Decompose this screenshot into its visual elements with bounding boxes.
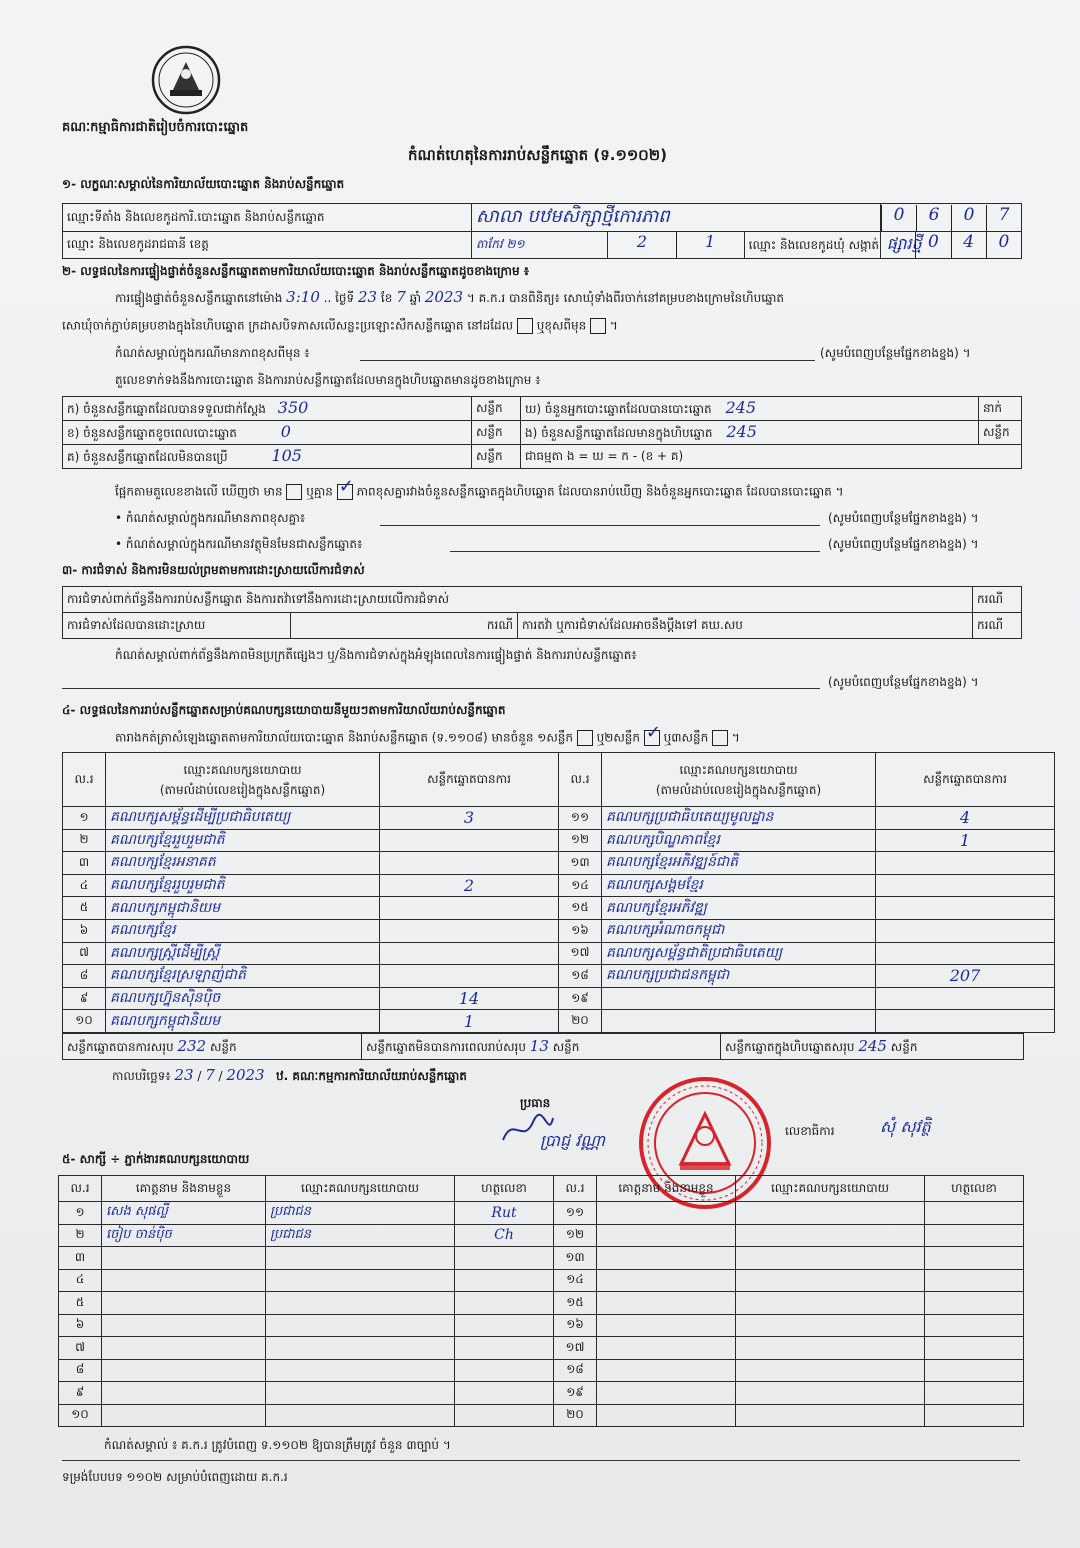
committee-name: គណៈកម្មាធិការជាតិរៀបចំការបោះឆ្នោត: [62, 120, 249, 135]
voters-label: ឃ) ចំនួនអ្នកបោះឆ្នោតដែលបានបោះឆ្នោត: [525, 402, 712, 416]
right-party-votes: [876, 897, 1055, 920]
bullet2-fill: (សូមបំពេញបន្ថែមផ្នែកខាងខ្នង) ។: [828, 537, 979, 551]
votes-col-no-right: ល.រ: [559, 753, 602, 807]
left-row-no: ៤: [63, 874, 106, 897]
right-row-no: ១៩: [559, 987, 602, 1010]
location-value: សាលា បឋមសិក្សាថ្មីកោរភាព: [472, 204, 881, 232]
right-row-no: ១២: [559, 829, 602, 852]
witness-name: [102, 1314, 266, 1337]
right-party-votes: 4: [876, 807, 1055, 830]
witness-no-left: ១០: [59, 1404, 102, 1427]
witness-signature-right: [925, 1359, 1024, 1382]
date-label: កាលបរិច្ឆេទ៖: [112, 1069, 171, 1083]
total-box-label: សន្លឹកឆ្នោតក្នុងហិបឆ្នោតសរុប: [725, 1039, 855, 1054]
right-party-votes: 207: [876, 965, 1055, 988]
witness-no-left: ១: [59, 1202, 102, 1225]
right-party-name: គណបក្សបិណ្ឌភាពខ្មែរ: [602, 829, 876, 852]
objection-appeal: ការតវ៉ា ឬការជំទាស់ដែលអាចនឹងប្តឹងទៅ គឃ.សប: [518, 613, 973, 639]
left-row-no: ៦: [63, 919, 106, 942]
left-party-votes: [380, 965, 559, 988]
votes-table: [62, 752, 1055, 1033]
witness-name: [102, 1269, 266, 1292]
verify-day-label: ថ្ងៃទី: [335, 291, 355, 305]
commune-value: ផ្សារថ្មី: [886, 234, 922, 253]
witness-party: [266, 1337, 455, 1360]
witness-no-right: ១៥: [554, 1292, 597, 1315]
changed-checkbox[interactable]: [590, 318, 606, 334]
votes-table-row: [63, 897, 1055, 920]
witness-no-right: ១៣: [554, 1247, 597, 1270]
left-party-votes: [380, 919, 559, 942]
witness-party-right: [736, 1224, 925, 1247]
right-party-name: [602, 1010, 876, 1033]
witness-table-row: [59, 1292, 1024, 1315]
verify-day: 23: [358, 288, 378, 306]
sheets-intro: តារាងកត់ត្រាសំឡេងឆ្នោតតាមការិយាល័យបោះឆ្នោត និងរាប់សន្លឹកឆ្នោត (ទ.១១០៨) មានចំនួន ១សន្លឹក: [115, 730, 573, 745]
unused-unit: សន្លឹក: [472, 445, 521, 469]
section2-heading: ២- លទ្ធផលនៃការផ្ទៀងផ្ទាត់ចំនួនសន្លឹកឆ្នោតតាមការិយាល័យបោះឆ្នោត និងរាប់សន្លឹកឆ្នោតដូចខាងក្រោម ៖: [62, 264, 530, 278]
province-label: ឈ្មោះ និងលេខកូដរាជធានី ខេត្ត: [63, 232, 472, 259]
witness-no-right: ២០: [554, 1404, 597, 1427]
witness-signature-right: [925, 1224, 1024, 1247]
right-row-no: ១៦: [559, 919, 602, 942]
right-party-name: គណបក្សប្រជាធិបតេយ្យមូលដ្ឋាន: [602, 807, 876, 830]
witness-name-right: [597, 1404, 736, 1427]
compare-line: [115, 484, 844, 500]
witness-name-right: [597, 1382, 736, 1405]
commune-label: ឈ្មោះ និងលេខកូដឃុំ សង្កាត់: [748, 238, 880, 252]
witness-table-row: [59, 1202, 1024, 1225]
compare-text-a: ផ្អែកតាមតួលេខខាងលើ ឃើញថា មាន: [115, 484, 283, 499]
votes-col-party-left: ឈ្មោះគណបក្សនយោបាយ: [183, 762, 302, 777]
right-row-no: ១១: [559, 807, 602, 830]
verify-time: 3:10: [286, 288, 320, 306]
witness-name: [102, 1382, 266, 1405]
votes-table-row: [63, 919, 1055, 942]
received-unit: សន្លឹក: [472, 397, 521, 421]
votes-table-row: [63, 942, 1055, 965]
votes-table-row: [63, 987, 1055, 1010]
location-code-2: 6: [916, 205, 951, 231]
witness-name: [102, 1247, 266, 1270]
left-party-name: គណបក្សសម្ព័ន្ធដើម្បីប្រជាធិបតេយ្យ: [106, 807, 380, 830]
witness-col-party-right: ឈ្មោះគណបក្សនយោបាយ: [736, 1176, 925, 1202]
witness-table-row: [59, 1337, 1024, 1360]
witness-name-right: [597, 1269, 736, 1292]
votes-col-votes-right: សន្លឹកឆ្នោតបានការ: [876, 753, 1055, 807]
votes-table-row: [63, 965, 1055, 988]
witness-name: ចៀប ចាន់ប៉ិច: [102, 1224, 266, 1247]
witness-signature: [455, 1292, 554, 1315]
votes-table-row: [63, 1010, 1055, 1033]
witness-no-left: ២: [59, 1224, 102, 1247]
spoiled-unit: សន្លឹក: [472, 421, 521, 445]
chair-name: ប្រាជ្ញ វណ្ណា: [540, 1131, 605, 1150]
witness-no-right: ១៤: [554, 1269, 597, 1292]
verify-year: 2023: [424, 288, 464, 306]
witness-name-right: [597, 1314, 736, 1337]
chair-label: ប្រធាន: [520, 1096, 551, 1110]
witness-party: [266, 1314, 455, 1337]
witness-name-right: [597, 1224, 736, 1247]
left-party-name: គណបក្សខ្មែរស្រឡាញ់ជាតិ: [106, 965, 380, 988]
section1-table: [62, 203, 1022, 259]
chair-signature: [498, 1110, 558, 1150]
inbox-label: ង) ចំនួនសន្លឹកឆ្នោតដែលមានក្នុងហិបឆ្នោត: [525, 426, 713, 440]
witness-signature: [455, 1269, 554, 1292]
right-party-votes: [876, 852, 1055, 875]
witness-party: [266, 1269, 455, 1292]
witness-name-right: [597, 1337, 736, 1360]
witness-col-name-right: គោត្តនាម និងនាមខ្លួន: [597, 1176, 736, 1202]
secretary-name: សុំ សុវត្ថិ: [880, 1117, 931, 1136]
form-footer: ទម្រង់បែបបទ ១១០២ សម្រាប់បំពេញដោយ គ.ក.រ: [62, 1470, 288, 1484]
left-row-no: ៩: [63, 987, 106, 1010]
witness-no-left: ៥: [59, 1292, 102, 1315]
witness-party-right: [736, 1269, 925, 1292]
objection-case-3: ករណី: [973, 613, 1022, 639]
spoiled-label: ខ) ចំនួនសន្លឹកឆ្នោតខូចពេលបោះឆ្នោត: [67, 426, 237, 440]
witness-party-right: [736, 1247, 925, 1270]
figures-intro: តួលេខទាក់ទងនឹងការបោះឆ្នោត និងការរាប់សន្លឹកឆ្នោតដែលមានក្នុងហិបឆ្នោតមានដូចខាងក្រោម ៖: [115, 373, 541, 387]
witness-no-right: ១១: [554, 1202, 597, 1225]
left-row-no: ៧: [63, 942, 106, 965]
witness-table-row: [59, 1224, 1024, 1247]
right-party-votes: 1: [876, 829, 1055, 852]
committee-label: ឋ. គណៈកម្មការការិយាល័យរាប់សន្លឹកឆ្នោត: [276, 1069, 467, 1083]
irregularity-fill: (សូមបំពេញបន្ថែមផ្នែកខាងខ្នង) ។: [828, 675, 979, 689]
witness-signature-right: [925, 1314, 1024, 1337]
witness-signature-right: [925, 1337, 1024, 1360]
witness-signature: Ch: [455, 1224, 554, 1247]
witness-signature: Rut: [455, 1202, 554, 1225]
objection-row1: ការជំទាស់ពាក់ព័ន្ធនឹងការរាប់សន្លឹកឆ្នោត និងការតវ៉ាទៅនឹងការដោះស្រាយលើការជំទាស់: [63, 587, 973, 613]
final-note: កំណត់សម្គាល់ ៖ គ.ក.រ ត្រូវបំពេញ ទ.១១០២ ឱ្យបានត្រឹមត្រូវ ចំនួន ៣ច្បាប់ ។: [104, 1438, 451, 1452]
witness-table-row: [59, 1359, 1024, 1382]
date-line: កាលបរិច្ឆេទ៖ 23 / 7 / 2023 ឋ. គណៈកម្មការការិយាល័យរាប់សន្លឹកឆ្នោត: [112, 1066, 467, 1084]
witness-party: ប្រជាជន: [266, 1202, 455, 1225]
irregularity-note: កំណត់សម្គាល់ពាក់ព័ន្ធនឹងភាពមិនប្រក្រតីផ្សេងៗ ឬ/និងការជំទាស់ក្នុងអំឡុងពេលនៃការផ្ទៀងផ្ទាត់ និងការរាប់សន្លឹកឆ្នោត៖: [115, 648, 637, 662]
witness-name-right: [597, 1247, 736, 1270]
witness-name: សេង សុផល្លី: [102, 1202, 266, 1225]
formula: ជាធម្មតា ង = ឃ = ក - (ខ + គ): [521, 445, 1022, 469]
location-code-1: 0: [881, 205, 916, 231]
witness-signature-right: [925, 1269, 1024, 1292]
objection-case-1: ករណី: [973, 587, 1022, 613]
witness-col-sign-left: ហត្ថលេខា: [455, 1176, 554, 1202]
left-party-name: គណបក្សខ្មែរ: [106, 919, 380, 942]
witness-party-right: [736, 1202, 925, 1225]
section5-heading: ៥- សាក្សី ÷ ភ្នាក់ងារគណបក្សនយោបាយ: [62, 1152, 250, 1166]
province-code-1: 2: [636, 232, 647, 251]
witness-party: [266, 1247, 455, 1270]
unused-value: 105: [271, 446, 302, 465]
section4-heading: ៤- លទ្ធផលនៃការរាប់សន្លឹកឆ្នោតសម្រាប់គណបក្សនយោបាយនីមួយៗតាមការិយាល័យរាប់សន្លឹកឆ្នោត: [62, 703, 506, 717]
left-party-name: គណបក្សខ្មែរអនាគត: [106, 852, 380, 875]
left-row-no: ៨: [63, 965, 106, 988]
votes-col-no-left: ល.រ: [63, 753, 106, 807]
right-party-name: គណបក្សខ្មែរអភិវឌ្ឍន៍ជាតិ: [602, 852, 876, 875]
left-row-no: ៥: [63, 897, 106, 920]
location-code-4: 7: [986, 205, 1021, 231]
witness-signature: [455, 1404, 554, 1427]
form-title: កំណត់ហេតុនៃការរាប់សន្លឹកឆ្នោត (ទ.១១០២): [408, 146, 668, 164]
three-sheet-checkbox[interactable]: [712, 730, 728, 746]
witness-no-left: ៨: [59, 1359, 102, 1382]
date-year: 2023: [226, 1066, 265, 1084]
witness-signature-right: [925, 1247, 1024, 1270]
witness-no-right: ១៦: [554, 1314, 597, 1337]
three-sheet-label: ឬ៣សន្លឹក: [663, 730, 709, 745]
witness-signature-right: [925, 1292, 1024, 1315]
right-row-no: ១៤: [559, 874, 602, 897]
left-party-name: គណបក្សកម្ពុជានិយម: [106, 897, 380, 920]
total-invalid-value: 13: [529, 1036, 549, 1055]
objection-resolved: ការជំទាស់ដែលបានដោះស្រាយ: [63, 613, 291, 639]
right-party-name: [602, 987, 876, 1010]
witness-table: [58, 1175, 1024, 1427]
commune-code-2: 4: [951, 232, 986, 258]
witness-signature: [455, 1314, 554, 1337]
location-label: ឈ្មោះទីតាំង និងលេខកូដការិ.បោះឆ្នោត និងរាប់សន្លឹកឆ្នោត: [63, 204, 472, 232]
votes-table-row: [63, 874, 1055, 897]
bullet1: • កំណត់សម្គាល់ក្នុងករណីមានភាពខុសគ្នា៖: [115, 511, 306, 525]
left-party-votes: [380, 852, 559, 875]
left-row-no: ១: [63, 807, 106, 830]
witness-name: [102, 1292, 266, 1315]
total-valid-unit: សន្លឹក: [209, 1039, 237, 1054]
right-row-no: ១៨: [559, 965, 602, 988]
witness-col-name-left: គោត្តនាម និងនាមខ្លួន: [102, 1176, 266, 1202]
witness-signature: [455, 1247, 554, 1270]
verify-text-b: ។ គ.ក.រ បានពិនិត្យ៖ សោឃុំទាំងពីរចាក់នៅគម្របខាងក្រោមនៃហិបឆ្នោត: [466, 291, 785, 305]
left-party-votes: 1: [380, 1010, 559, 1033]
witness-no-left: ៦: [59, 1314, 102, 1337]
figures-table: [62, 396, 1022, 469]
witness-col-no-right: ល.រ: [554, 1176, 597, 1202]
commune-code-3: 0: [986, 232, 1021, 258]
verify-text: ការផ្ទៀងផ្ទាត់ចំនួនសន្លឹកឆ្នោតនៅម៉ោង: [115, 291, 283, 305]
right-party-votes: [876, 919, 1055, 942]
witness-no-right: ១៨: [554, 1359, 597, 1382]
two-sheet-checkbox[interactable]: [644, 730, 660, 746]
left-row-no: ២: [63, 829, 106, 852]
right-row-no: ១៧: [559, 942, 602, 965]
witness-party: [266, 1292, 455, 1315]
section3-heading: ៣- ការជំទាស់ និងការមិនយល់ព្រមតាមការដោះស្រាយលើការជំទាស់: [62, 563, 365, 577]
voters-value: 245: [725, 398, 756, 417]
note1-label: កំណត់សម្គាល់ក្នុងករណីមានភាពខុសពីមុន ៖: [115, 346, 310, 360]
note1-fill: (សូមបំពេញបន្ថែមផ្នែកខាងខ្នង) ។: [820, 346, 971, 360]
witness-no-left: ៩: [59, 1382, 102, 1405]
votes-col-party-right: ឈ្មោះគណបក្សនយោបាយ: [679, 762, 798, 777]
right-party-votes: [876, 1010, 1055, 1033]
received-value: 350: [277, 398, 309, 417]
province-code-2: 1: [676, 232, 744, 258]
witness-name-right: [597, 1202, 736, 1225]
witness-table-row: [59, 1404, 1024, 1427]
witness-party-right: [736, 1404, 925, 1427]
witness-no-right: ១២: [554, 1224, 597, 1247]
witness-no-left: ៣: [59, 1247, 102, 1270]
date-day: 23: [174, 1066, 194, 1084]
left-party-votes: 3: [380, 807, 559, 830]
same-checkbox[interactable]: [517, 318, 533, 334]
witness-col-no-left: ល.រ: [59, 1176, 102, 1202]
right-row-no: ១៥: [559, 897, 602, 920]
witness-party: ប្រជាជន: [266, 1224, 455, 1247]
totals-table: [62, 1033, 1024, 1060]
witness-party-right: [736, 1292, 925, 1315]
right-row-no: ២០: [559, 1010, 602, 1033]
witness-signature: [455, 1382, 554, 1405]
right-party-name: គណបក្សសម្ព័ន្ធជាតិប្រជាធិបតេយ្យ: [602, 942, 876, 965]
witness-no-right: ១៩: [554, 1382, 597, 1405]
votes-col-party-right-sub: (តាមលំដាប់លេខរៀងក្នុងសន្លឹកឆ្នោត): [655, 782, 822, 797]
witness-table-row: [59, 1247, 1024, 1270]
witness-table-row: [59, 1269, 1024, 1292]
two-sheet-label: ឬ២សន្លឹក: [596, 730, 641, 745]
left-row-no: ១០: [63, 1010, 106, 1033]
witness-party-right: [736, 1359, 925, 1382]
right-party-name: គណបក្សខ្មែរអភិវឌ្ឍ: [602, 897, 876, 920]
secretary-label: លេខាធិការ: [785, 1124, 835, 1138]
spoiled-value: 0: [280, 422, 291, 441]
compare-text-c: ភាពខុសគ្នារវាងចំនួនសន្លឹកឆ្នោតក្នុងហិបឆ្នោត ដែលបានរាប់ឃើញ និងចំនួនអ្នកបោះឆ្នោត ដែលបានបោះឆ្នោត ។: [356, 484, 844, 499]
witness-party-right: [736, 1314, 925, 1337]
witness-no-left: ៧: [59, 1337, 102, 1360]
right-party-votes: [876, 987, 1055, 1010]
total-invalid-label: សន្លឹកឆ្នោតមិនបានការពេលរាប់សរុប: [366, 1039, 526, 1054]
received-label: ក) ចំនួនសន្លឹកឆ្នោតដែលបានទទួលជាក់ស្តែង: [67, 402, 266, 416]
committee-emblem: [150, 44, 222, 116]
left-party-name: គណបក្សហ្វ៊ុនស៊ិនប៉ិច: [106, 987, 380, 1010]
one-sheet-checkbox[interactable]: [577, 730, 593, 746]
date-month: 7: [205, 1066, 215, 1084]
changed-label: ឬខុសពីមុន: [536, 318, 587, 333]
witness-name: [102, 1359, 266, 1382]
votes-table-row: [63, 852, 1055, 875]
left-party-name: គណបក្សខ្មែររួបរួមជាតិ: [106, 829, 380, 852]
verify-month-label: ខែ: [380, 291, 393, 305]
verify-month: 7: [396, 288, 406, 306]
location-code-3: 0: [951, 205, 986, 231]
witness-name: [102, 1337, 266, 1360]
right-party-name: គណបក្សអំណាចកម្ពុជា: [602, 919, 876, 942]
total-valid-label: សន្លឹកឆ្នោតបានការសរុប: [67, 1039, 174, 1054]
right-party-name: គណបក្សសង្គមខ្មែរ: [602, 874, 876, 897]
has-difference-checkbox[interactable]: [286, 484, 302, 500]
witness-name-right: [597, 1359, 736, 1382]
left-party-name: គណបក្សស្ត្រីដើម្បីស្ត្រី: [106, 942, 380, 965]
total-box-value: 245: [858, 1036, 887, 1055]
no-difference-checkbox[interactable]: [337, 484, 353, 500]
witness-party: [266, 1382, 455, 1405]
inbox-unit: សន្លឹក: [979, 421, 1022, 445]
witness-signature-right: [925, 1202, 1024, 1225]
sheets-line: តារាងកត់ត្រាសំឡេងឆ្នោតតាមការិយាល័យបោះឆ្នោត និងរាប់សន្លឹកឆ្នោត (ទ.១១០៨) មានចំនួន ១សន្លឹក ឬ២សន្លឹក ✓ ឬ៣សន្លឹក ។: [115, 730, 740, 746]
witness-table-row: [59, 1382, 1024, 1405]
witness-party-right: [736, 1337, 925, 1360]
witness-signature: [455, 1359, 554, 1382]
right-party-name: គណបក្សប្រជាជនកម្ពុជា: [602, 965, 876, 988]
witness-col-sign-right: ហត្ថលេខា: [925, 1176, 1024, 1202]
witness-name: [102, 1404, 266, 1427]
left-party-name: គណបក្សខ្មែររួបរួមជាតិ: [106, 874, 380, 897]
witness-name-right: [597, 1292, 736, 1315]
commune-code-1: 0: [915, 232, 950, 258]
seal-text: សោឃុំចាក់ភ្ជាប់គម្របខាងក្នុងនៃហិបឆ្នោត ក្រដាសបិទភាសលើសន្លះប្រឡោះសឹកសន្លឹកឆ្នោត នៅដដែល: [62, 318, 514, 333]
bullet2: • កំណត់សម្គាល់ក្នុងករណីមានវត្ថុមិនមែនជាសន្លឹកឆ្នោត៖: [115, 537, 363, 551]
witness-no-right: ១៧: [554, 1337, 597, 1360]
witness-party-right: [736, 1382, 925, 1405]
witness-signature-right: [925, 1404, 1024, 1427]
inbox-value: 245: [726, 422, 757, 441]
total-invalid-unit: សន្លឹក: [552, 1039, 580, 1054]
bullet1-fill: (សូមបំពេញបន្ថែមផ្នែកខាងខ្នង) ។: [828, 511, 979, 525]
votes-col-party-left-sub: (តាមលំដាប់លេខរៀងក្នុងសន្លឹកឆ្នោត): [159, 782, 326, 797]
verify-line: ការផ្ទៀងផ្ទាត់ចំនួនសន្លឹកឆ្នោតនៅម៉ោង 3:10 .. ថ្ងៃទី 23 ខែ 7 ឆ្នាំ 2023 ។ គ.ក.រ បានពិនិត្យ៖ សោឃុំទាំងពីរចាក់នៅគម្របខាងក្រោមនៃហិបឆ្នោត: [115, 288, 785, 306]
province-value: តាកែវ ២១: [472, 232, 608, 259]
witness-party: [266, 1359, 455, 1382]
objections-table: [62, 586, 1022, 639]
votes-table-row: [63, 829, 1055, 852]
witness-no-left: ៤: [59, 1269, 102, 1292]
votes-col-votes-left: សន្លឹកឆ្នោតបានការ: [380, 753, 559, 807]
objection-case-2: ករណី: [290, 613, 518, 639]
left-party-votes: [380, 897, 559, 920]
unused-label: គ) ចំនួនសន្លឹកឆ្នោតដែលមិនបានប្រើ: [67, 450, 228, 464]
witness-col-party-left: ឈ្មោះគណបក្សនយោបាយ: [266, 1176, 455, 1202]
seal-line: សោឃុំចាក់ភ្ជាប់គម្របខាងក្នុងនៃហិបឆ្នោត ក្រដាសបិទភាសលើសន្លះប្រឡោះសឹកសន្លឹកឆ្នោត នៅដដែល ឬខុសពីមុន ។: [62, 318, 618, 333]
witness-signature-right: [925, 1382, 1024, 1405]
right-row-no: ១៣: [559, 852, 602, 875]
left-party-votes: 2: [380, 874, 559, 897]
voters-unit: នាក់: [979, 397, 1022, 421]
left-party-votes: [380, 942, 559, 965]
witness-party: [266, 1404, 455, 1427]
left-row-no: ៣: [63, 852, 106, 875]
right-party-votes: [876, 874, 1055, 897]
witness-table-row: [59, 1314, 1024, 1337]
left-party-votes: 14: [380, 987, 559, 1010]
votes-table-row: [63, 807, 1055, 830]
witness-signature: [455, 1337, 554, 1360]
compare-text-b: ឬគ្មាន: [306, 484, 333, 499]
total-valid-value: 232: [177, 1036, 207, 1055]
left-party-name: គណបក្សកម្ពុជានិយម: [106, 1010, 380, 1033]
right-party-votes: [876, 942, 1055, 965]
left-party-votes: [380, 829, 559, 852]
total-box-unit: សន្លឹក: [890, 1039, 918, 1054]
verify-year-label: ឆ្នាំ: [409, 291, 421, 305]
section1-heading: ១- លក្ខណៈសម្គាល់នៃការិយាល័យបោះឆ្នោត និងរាប់សន្លឹកឆ្នោត: [62, 177, 345, 191]
